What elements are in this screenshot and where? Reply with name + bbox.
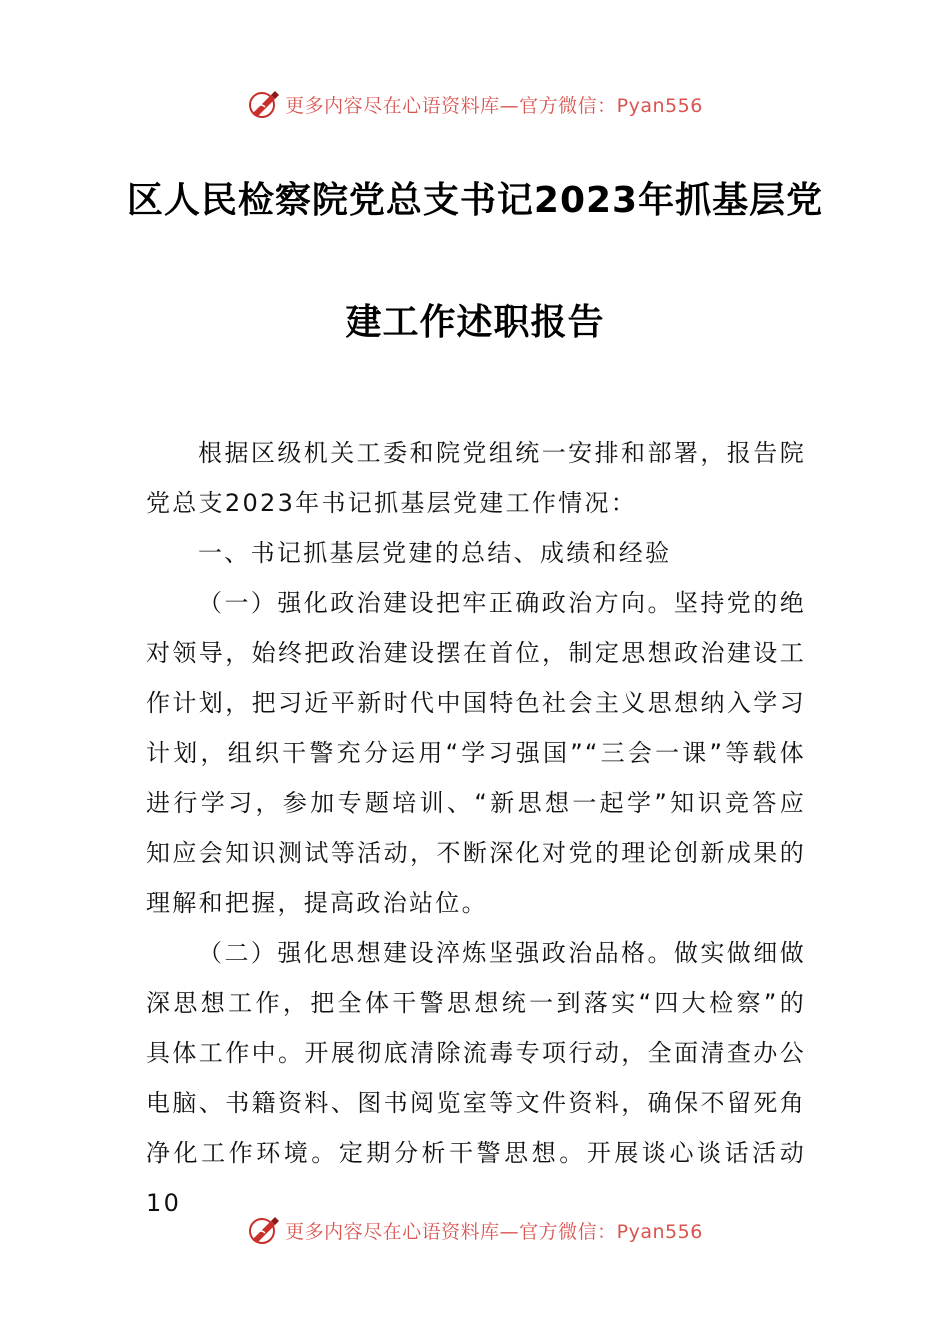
watermark-text: 更多内容尽在心语资料库—官方微信：Pyan556 <box>285 1220 703 1243</box>
document-body <box>146 428 806 1228</box>
pen-logo-icon <box>247 87 281 121</box>
paragraph-ideological-construction: （二）强化思想建设淬炼坚强政治品格。做实做细做深思想工作，把全体干警思想统一到落实“四大检察”的具体工作中。开展彻底清除流毒专项行动，全面清查办公电脑、书籍资料、图书阅览室等文件资料，确保不留死角净化工作环境。定期分析干警思想。开展谈心谈话活动10 <box>146 939 806 1217</box>
paragraph-intro: 根据区级机关工委和院党组统一安排和部署，报告院党总支2023年书记抓基层党建工作情况： <box>146 439 806 517</box>
watermark-footer <box>0 1208 950 1252</box>
watermark-header <box>0 82 950 126</box>
paragraph-political-construction: （一）强化政治建设把牢正确政治方向。坚持党的绝对领导，始终把政治建设摆在首位，制定思想政治建设工作计划，把习近平新时代中国特色社会主义思想纳入学习计划，组织干警充分运用“学习强国”“三会一课”等载体进行学习，参加专题培训、“新思想一起学”知识竞答应知应会知识测试等活动，不断深化对党的理论创新成果的理解和把握，提高政治站位。 <box>146 589 806 917</box>
document-title-line-2: 建工作述职报告 <box>345 302 605 343</box>
document-title-line-1: 区人民检察院党总支书记2023年抓基层党 <box>126 180 824 221</box>
pen-logo-icon <box>247 1213 281 1247</box>
watermark-text: 更多内容尽在心语资料库—官方微信：Pyan556 <box>285 94 703 117</box>
section-heading-1: 一、书记抓基层党建的总结、成绩和经验 <box>198 539 672 567</box>
